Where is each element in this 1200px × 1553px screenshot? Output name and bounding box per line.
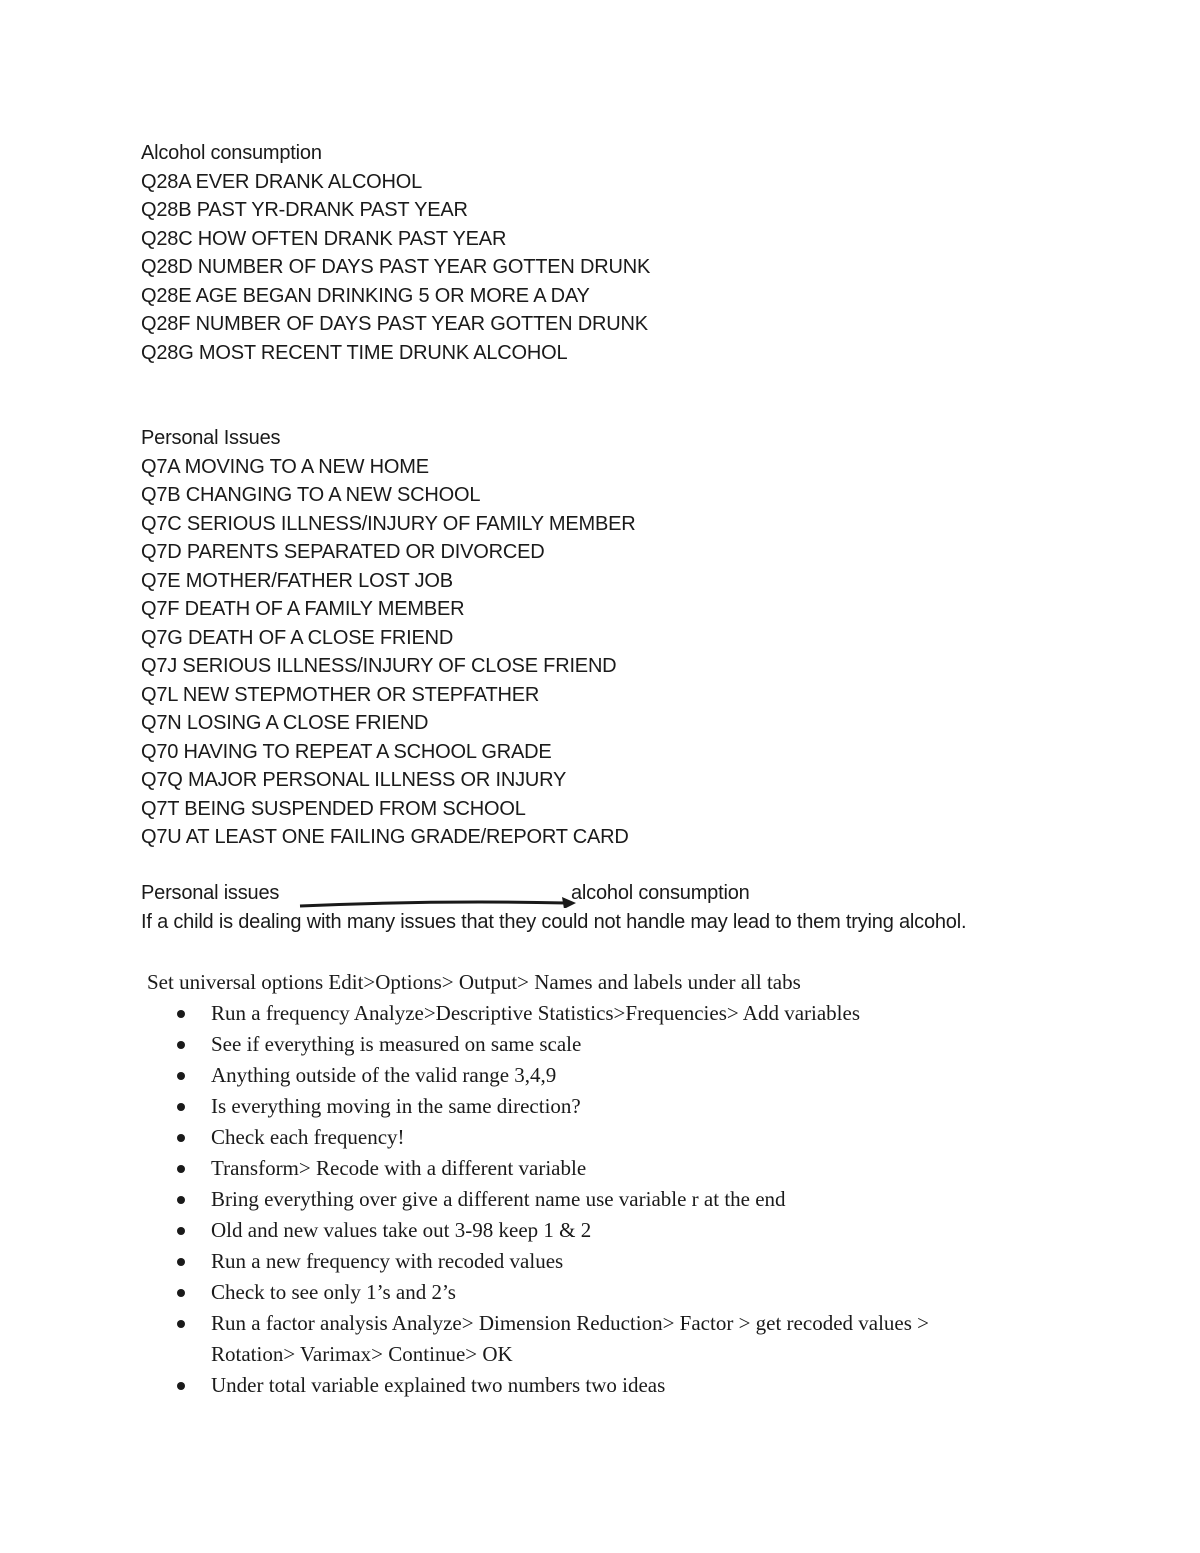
list-item xyxy=(211,1277,1047,1308)
list-item-text: Run a factor analysis Analyze> Dimension Reduction> Factor > get recoded values > xyxy=(211,1311,930,1335)
section-heading: Alcohol consumption xyxy=(141,142,322,164)
question-item: Q7C SERIOUS ILLNESS/INJURY OF FAMILY MEMBER xyxy=(141,512,636,535)
bullet-icon xyxy=(177,1103,185,1111)
hypothesis-left-label: Personal issues xyxy=(141,882,280,904)
list-item-text: Check to see only 1’s and 2’s xyxy=(211,1280,456,1304)
arrow-icon xyxy=(298,884,578,908)
list-item xyxy=(211,1153,1047,1184)
bullet-icon xyxy=(177,1072,185,1080)
list-item-continuation: Rotation> Varimax> Continue> OK xyxy=(211,1342,513,1366)
list-item xyxy=(211,1246,1047,1277)
question-item: Q7N LOSING A CLOSE FRIEND xyxy=(141,712,429,734)
question-item: Q7E MOTHER/FATHER LOST JOB xyxy=(141,569,453,592)
list-item-text: See if everything is measured on same scale xyxy=(211,1032,582,1056)
question-item: Q28A EVER DRANK ALCOHOL xyxy=(141,170,423,193)
question-item: Q7Q MAJOR PERSONAL ILLNESS OR INJURY xyxy=(141,769,567,791)
list-item-text: Run a new frequency with recoded values xyxy=(211,1249,564,1273)
alcohol-consumption-section xyxy=(141,139,650,367)
list-item-text: Check each frequency! xyxy=(211,1125,405,1149)
bullet-icon xyxy=(177,1289,185,1297)
question-item: Q7G DEATH OF A CLOSE FRIEND xyxy=(141,626,454,649)
bullet-icon xyxy=(177,1165,185,1173)
bullet-icon xyxy=(177,1227,185,1235)
question-item: Q7L NEW STEPMOTHER OR STEPFATHER xyxy=(141,683,540,706)
question-item: Q28E AGE BEGAN DRINKING 5 OR MORE A DAY xyxy=(141,284,590,307)
list-item xyxy=(211,998,1047,1029)
hypothesis-right-label: alcohol consumption xyxy=(571,882,750,904)
list-item xyxy=(211,1184,1047,1215)
section-heading: Personal Issues xyxy=(141,427,281,449)
question-item: Q28F NUMBER OF DAYS PAST YEAR GOTTEN DRUNK xyxy=(141,313,648,335)
bullet-icon xyxy=(177,1320,185,1328)
question-item: Q7F DEATH OF A FAMILY MEMBER xyxy=(141,598,465,620)
bullet-icon xyxy=(177,1196,185,1204)
question-item: Q28B PAST YR-DRANK PAST YEAR xyxy=(141,199,468,221)
bullet-icon xyxy=(177,1258,185,1266)
question-item: Q28C HOW OFTEN DRANK PAST YEAR xyxy=(141,227,507,250)
question-item: Q7A MOVING TO A NEW HOME xyxy=(141,455,429,478)
question-item: Q7D PARENTS SEPARATED OR DIVORCED xyxy=(141,541,545,563)
bullet-icon xyxy=(177,1041,185,1049)
list-item xyxy=(211,1215,1047,1246)
procedure-list xyxy=(147,998,1047,1401)
list-item-text: Old and new values take out 3-98 keep 1 & 2 xyxy=(211,1218,592,1242)
list-item-text: Bring everything over give a different name use variable r at the end xyxy=(211,1187,786,1211)
question-item: Q7U AT LEAST ONE FAILING GRADE/REPORT CARD xyxy=(141,826,629,848)
question-item: Q7T BEING SUSPENDED FROM SCHOOL xyxy=(141,797,526,820)
question-item: Q7B CHANGING TO A NEW SCHOOL xyxy=(141,484,481,506)
list-item xyxy=(211,1060,1047,1091)
list-item xyxy=(211,1370,1047,1401)
list-item-text: Under total variable explained two numbers two ideas xyxy=(211,1373,666,1397)
procedure-section xyxy=(147,967,1047,1401)
list-item-text: Transform> Recode with a different variable xyxy=(211,1156,587,1180)
list-item-text: Run a frequency Analyze>Descriptive Statistics>Frequencies> Add variables xyxy=(211,1001,861,1025)
list-item xyxy=(211,1308,1047,1370)
list-item-text: Anything outside of the valid range 3,4,9 xyxy=(211,1063,557,1087)
question-item: Q28G MOST RECENT TIME DRUNK ALCOHOL xyxy=(141,341,568,364)
hypothesis-diagram xyxy=(141,879,966,908)
question-item: Q70 HAVING TO REPEAT A SCHOOL GRADE xyxy=(141,740,552,763)
bullet-icon xyxy=(177,1010,185,1018)
procedure-intro: Set universal options Edit>Options> Output> Names and labels under all tabs xyxy=(147,970,801,994)
question-item: Q7J SERIOUS ILLNESS/INJURY OF CLOSE FRIEND xyxy=(141,655,617,677)
list-item xyxy=(211,1122,1047,1153)
question-item: Q28D NUMBER OF DAYS PAST YEAR GOTTEN DRUNK xyxy=(141,256,651,278)
bullet-icon xyxy=(177,1134,185,1142)
list-item xyxy=(211,1029,1047,1060)
hypothesis-explanation: If a child is dealing with many issues that they could not handle may lead to them trying alcohol. xyxy=(141,910,967,933)
list-item xyxy=(211,1091,1047,1122)
hypothesis-section xyxy=(141,879,966,936)
list-item-text: Is everything moving in the same direction? xyxy=(211,1094,581,1118)
personal-issues-section xyxy=(141,424,636,852)
bullet-icon xyxy=(177,1382,185,1390)
